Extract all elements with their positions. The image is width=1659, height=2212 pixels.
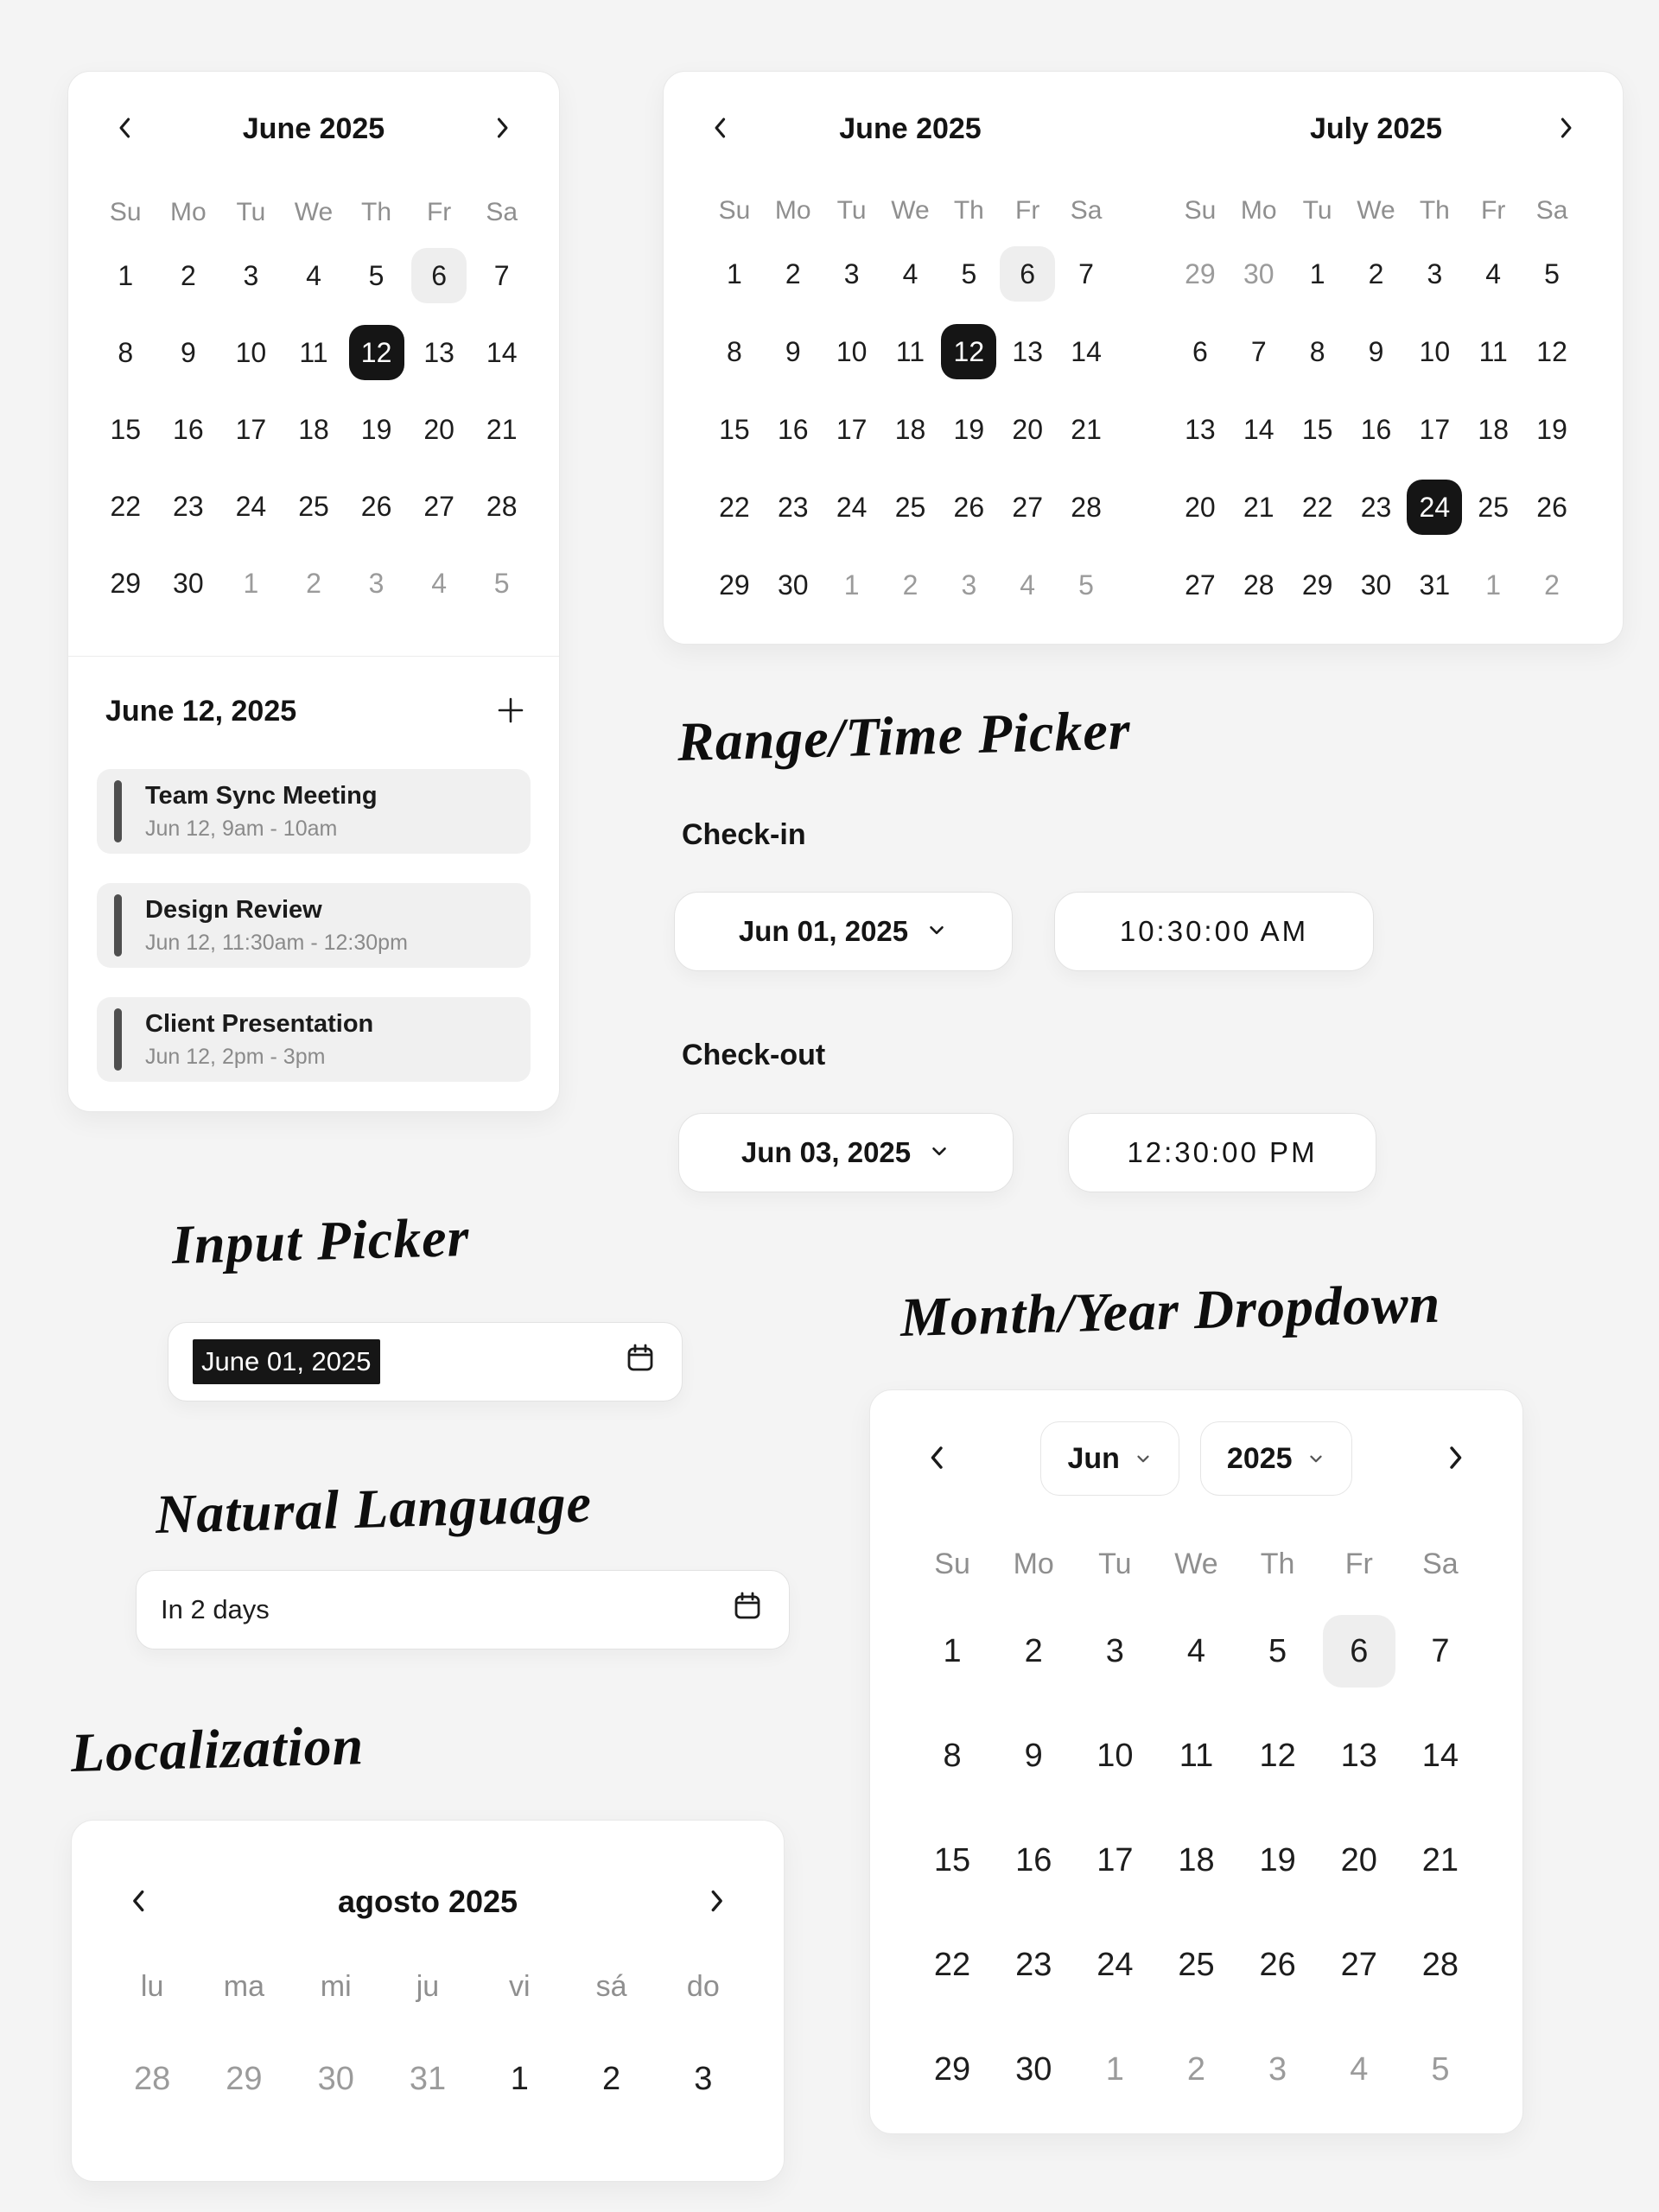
calendar-day[interactable]: 11	[1179, 1737, 1214, 1774]
calendar-day[interactable]: 22	[719, 491, 750, 523]
weekday-label: We	[891, 196, 930, 225]
calendar-day[interactable]: 28	[1421, 1946, 1459, 1983]
calendar-day[interactable]: 25	[1178, 1946, 1215, 1983]
calendar-day[interactable]: 3	[243, 259, 259, 291]
weekday-label: Tu	[1098, 1547, 1132, 1580]
weekday-label: Fr	[1344, 1547, 1373, 1580]
calendar-day[interactable]: 17	[1096, 1841, 1134, 1878]
weekday-label: Th	[361, 198, 392, 226]
calendar-day[interactable]: 13	[423, 336, 454, 368]
event-item[interactable]	[97, 769, 531, 854]
prev-month-button[interactable]	[918, 1440, 957, 1478]
calendar-day[interactable]: 12	[1259, 1737, 1296, 1774]
calendar-day[interactable]: 29	[110, 567, 142, 599]
calendar-day[interactable]: 2	[180, 259, 196, 291]
calendar-day[interactable]: 1	[243, 567, 259, 599]
calendar-title: June 2025	[242, 111, 385, 145]
weekday-label: Sa	[486, 198, 518, 226]
calendar-day[interactable]: 3	[1105, 1632, 1124, 1669]
dropdown-calendar-card	[869, 1389, 1523, 2134]
calendar-header	[1164, 110, 1588, 148]
calendar-day[interactable]: 28	[134, 2060, 171, 2097]
calendar-day[interactable]: 4	[431, 567, 448, 599]
weekday-label: sá	[595, 1969, 627, 2003]
calendar-day[interactable]: 19	[360, 413, 392, 445]
calendar-day[interactable]: 24	[1407, 480, 1462, 535]
weekday-label: Su	[934, 1547, 970, 1580]
calendar-day[interactable]: 24	[1096, 1946, 1134, 1983]
calendar-day[interactable]: 1	[843, 569, 860, 601]
calendar-day[interactable]: 21	[1243, 491, 1274, 523]
month-dropdown-value: Jun	[1067, 1441, 1120, 1475]
calendar-icon[interactable]	[730, 1589, 765, 1630]
weekday-label: Su	[109, 198, 142, 226]
calendar-day[interactable]: 8	[943, 1737, 962, 1774]
calendar-day[interactable]: 26	[1259, 1946, 1296, 1983]
calendar-day[interactable]: 16	[777, 413, 809, 445]
prev-month-button[interactable]	[702, 110, 740, 148]
weekday-label: vi	[509, 1969, 531, 2003]
calendar-day[interactable]: 4	[1350, 2050, 1369, 2088]
calendar-day[interactable]: 3	[1427, 257, 1443, 289]
calendar-day[interactable]: 27	[1185, 569, 1216, 601]
section-heading-range-time-picker: Range/Time Picker	[677, 699, 1132, 772]
calendar-day[interactable]: 28	[1243, 569, 1274, 601]
calendar-day[interactable]: 30	[317, 2060, 354, 2097]
calendar-day[interactable]: 12	[349, 325, 404, 380]
calendar-day[interactable]: 27	[1012, 491, 1043, 523]
weekday-label: Th	[953, 196, 984, 225]
weekday-label: Mo	[1013, 1547, 1054, 1580]
weekday-label: Su	[718, 196, 751, 225]
calendar-day[interactable]: 25	[894, 491, 926, 523]
calendar-day[interactable]: 29	[1301, 569, 1333, 601]
calendar-day[interactable]: 5	[1268, 1632, 1287, 1669]
calendar-day[interactable]: 23	[777, 491, 809, 523]
calendar-day[interactable]: 12	[941, 324, 996, 379]
calendar-header	[106, 110, 521, 148]
year-dropdown[interactable]	[1200, 1421, 1352, 1496]
calendar-day[interactable]: 2	[1544, 569, 1560, 601]
calendar-day[interactable]: 18	[1178, 1841, 1215, 1878]
calendar-day[interactable]: 12	[1536, 335, 1567, 367]
chevron-right-icon	[701, 1885, 732, 1919]
checkout-time-input[interactable]: 12:30:00 PM	[1068, 1113, 1376, 1192]
calendar-day[interactable]: 18	[298, 413, 329, 445]
calendar-day[interactable]: 31	[409, 2060, 447, 2097]
calendar-day[interactable]: 4	[306, 259, 321, 291]
calendar-day[interactable]: 2	[902, 569, 918, 601]
calendar-day[interactable]: 14	[1421, 1737, 1459, 1774]
events-panel	[68, 691, 559, 1082]
calendar-day[interactable]: 24	[235, 490, 267, 522]
weekday-label: Sa	[1535, 196, 1568, 225]
weekday-label: Fr	[1015, 196, 1040, 225]
weekday-label: ma	[223, 1969, 265, 2003]
calendar-day[interactable]: 16	[173, 413, 204, 445]
calendar-day[interactable]: 30	[1360, 569, 1392, 601]
calendar-day[interactable]: 10	[1096, 1737, 1134, 1774]
calendar-day[interactable]: 29	[719, 569, 750, 601]
calendar-day[interactable]: 8	[1309, 335, 1325, 367]
weekday-label: Sa	[1070, 196, 1103, 225]
month-dropdown[interactable]	[1040, 1421, 1179, 1496]
calendar-day[interactable]: 22	[933, 1946, 971, 1983]
calendar-day[interactable]: 26	[360, 490, 392, 522]
events-header	[97, 691, 531, 731]
calendar-title: June 2025	[839, 111, 982, 145]
calendar-day[interactable]: 29	[1185, 257, 1216, 289]
calendar-day[interactable]: 1	[1105, 2050, 1124, 2088]
calendar-day[interactable]: 2	[1368, 257, 1384, 289]
calendar-day[interactable]: 21	[486, 413, 518, 445]
calendar-day[interactable]: 16	[1360, 413, 1392, 445]
calendar-day[interactable]: 21	[1071, 413, 1102, 445]
calendar-day[interactable]: 22	[110, 490, 142, 522]
day-grid	[698, 246, 1122, 613]
calendar-header	[698, 110, 1122, 148]
weekday-label: Th	[1260, 1547, 1295, 1580]
chevron-down-icon	[1134, 1442, 1153, 1476]
calendar-day[interactable]: 10	[836, 335, 868, 367]
calendar-day[interactable]: 9	[1024, 1737, 1043, 1774]
chevron-right-icon	[487, 113, 517, 145]
calendar-day[interactable]: 20	[1185, 491, 1216, 523]
calendar-day[interactable]: 17	[235, 413, 267, 445]
weekday-label: We	[1174, 1547, 1218, 1580]
weekday-label: do	[686, 1969, 720, 2003]
calendar-day[interactable]: 1	[118, 259, 134, 291]
calendar-day[interactable]: 22	[1301, 491, 1333, 523]
calendar-day[interactable]: 7	[1078, 257, 1094, 289]
event-list	[97, 769, 531, 1082]
calendar-day[interactable]: 3	[1268, 2050, 1287, 2088]
calendar-day[interactable]: 30	[1015, 2050, 1052, 2088]
weekday-label: Tu	[1302, 196, 1332, 225]
next-month-button[interactable]	[1436, 1440, 1474, 1478]
weekday-label: Mo	[1240, 196, 1277, 225]
day-grid	[870, 1615, 1522, 2106]
divider	[68, 656, 559, 657]
calendar-day[interactable]: 5	[368, 259, 385, 291]
range-month-july	[1164, 72, 1588, 644]
calendar-day[interactable]: 10	[1419, 335, 1451, 367]
calendar-day[interactable]: 6	[1192, 335, 1208, 367]
weekday-label: Mo	[774, 196, 811, 225]
event-time: Jun 12, 9am - 10am	[145, 816, 338, 841]
calendar-day[interactable]: 17	[836, 413, 868, 445]
calendar-day[interactable]: 11	[895, 335, 925, 367]
checkin-date-dropdown[interactable]	[674, 892, 1013, 971]
event-title: Client Presentation	[145, 1009, 374, 1038]
section-heading-natural-language: Natural Language	[155, 1471, 593, 1545]
calendar-day[interactable]: 2	[785, 257, 801, 289]
calendar-day[interactable]: 23	[173, 490, 204, 522]
calendar-day[interactable]: 11	[1478, 335, 1508, 367]
calendar-day[interactable]: 2	[1186, 2050, 1206, 2088]
section-heading-input-picker: Input Picker	[171, 1205, 471, 1275]
date-input-value-selected: June 01, 2025	[193, 1339, 380, 1384]
calendar-day[interactable]: 20	[1012, 413, 1043, 445]
calendar-day[interactable]: 18	[894, 413, 926, 445]
calendar-day[interactable]: 4	[1485, 257, 1502, 289]
calendar-day[interactable]: 2	[601, 2060, 621, 2097]
event-color-bar	[114, 1008, 122, 1071]
section-heading-month-year-dropdown: Month/Year Dropdown	[899, 1272, 1442, 1348]
day-grid	[68, 248, 559, 611]
calendar-day[interactable]: 8	[118, 336, 134, 368]
calendar-day[interactable]: 17	[1419, 413, 1451, 445]
events-date-heading: June 12, 2025	[105, 694, 297, 728]
date-input[interactable]	[168, 1322, 683, 1402]
calendar-day[interactable]: 9	[1368, 335, 1384, 367]
calendar-day[interactable]: 28	[1071, 491, 1102, 523]
weekday-label: Tu	[236, 198, 266, 226]
calendar-day[interactable]: 3	[368, 567, 385, 599]
calendar-day[interactable]: 25	[1478, 491, 1509, 523]
calendar-day[interactable]: 7	[493, 259, 510, 291]
calendar-day[interactable]: 13	[1012, 335, 1043, 367]
weekday-row	[1164, 194, 1588, 228]
calendar-day[interactable]: 3	[961, 569, 977, 601]
calendar-header	[870, 1421, 1522, 1496]
checkin-label: Check-in	[682, 818, 806, 851]
calendar-day[interactable]: 24	[836, 491, 868, 523]
chevron-left-icon	[111, 113, 140, 145]
calendar-day[interactable]: 15	[1301, 413, 1333, 445]
event-title: Team Sync Meeting	[145, 781, 378, 810]
calendar-day[interactable]: 28	[486, 490, 518, 522]
calendar-day[interactable]: 1	[943, 1632, 962, 1669]
calendar-day[interactable]: 7	[1250, 335, 1267, 367]
chevron-left-icon	[706, 113, 735, 145]
calendar-day[interactable]: 9	[180, 336, 196, 368]
calendar-day[interactable]: 9	[785, 335, 801, 367]
checkin-date-value: Jun 01, 2025	[738, 915, 909, 947]
event-title: Design Review	[145, 895, 322, 924]
calendar-day[interactable]: 2	[306, 567, 321, 599]
calendar-day[interactable]: 27	[423, 490, 454, 522]
checkout-label: Check-out	[682, 1039, 826, 1071]
weekday-label: Tu	[836, 196, 867, 225]
calendar-day[interactable]: 16	[1015, 1841, 1052, 1878]
calendar-day[interactable]: 2	[1024, 1632, 1043, 1669]
weekday-label: Su	[1184, 196, 1217, 225]
event-time: Jun 12, 2pm - 3pm	[145, 1044, 326, 1069]
event-color-bar	[114, 894, 122, 957]
calendar-day[interactable]: 26	[953, 491, 985, 523]
calendar-day[interactable]: 20	[423, 413, 454, 445]
next-month-button[interactable]	[697, 1883, 735, 1921]
calendar-day[interactable]: 1	[727, 257, 742, 289]
calendar-day[interactable]: 19	[1536, 413, 1567, 445]
event-item[interactable]	[97, 997, 531, 1082]
calendar-day[interactable]: 7	[1431, 1632, 1450, 1669]
calendar-icon[interactable]	[623, 1341, 658, 1382]
weekday-label: mi	[320, 1969, 352, 2003]
calendar-day[interactable]: 6	[411, 248, 467, 303]
calendar-day[interactable]: 4	[902, 257, 918, 289]
weekday-label: We	[1357, 196, 1395, 225]
calendar-day[interactable]: 29	[933, 2050, 971, 2088]
calendar-day[interactable]: 4	[1020, 569, 1036, 601]
calendar-day[interactable]: 13	[1185, 413, 1216, 445]
calendar-day[interactable]: 27	[1340, 1946, 1377, 1983]
weekday-label: Th	[1419, 196, 1450, 225]
calendar-day[interactable]: 5	[1078, 569, 1094, 601]
calendar-day[interactable]: 6	[1323, 1615, 1395, 1688]
weekday-label: Fr	[1481, 196, 1506, 225]
calendar-day[interactable]: 5	[1431, 2050, 1450, 2088]
calendar-day[interactable]: 21	[1421, 1841, 1459, 1878]
chevron-right-icon	[1551, 113, 1580, 145]
calendar-day[interactable]: 15	[933, 1841, 971, 1878]
calendar-day[interactable]: 4	[1186, 1632, 1206, 1669]
calendar-day[interactable]: 14	[486, 336, 518, 368]
event-color-bar	[114, 780, 122, 842]
calendar-day[interactable]: 19	[953, 413, 985, 445]
checkout-date-dropdown[interactable]	[678, 1113, 1014, 1192]
chevron-left-icon	[124, 1885, 155, 1919]
calendar-day[interactable]: 11	[299, 336, 328, 368]
calendar-day[interactable]: 23	[1360, 491, 1392, 523]
prev-month-button[interactable]	[106, 110, 144, 148]
chevron-down-icon	[925, 915, 948, 948]
calendar-day[interactable]: 13	[1340, 1737, 1377, 1774]
calendar-day[interactable]: 3	[694, 2060, 713, 2097]
calendar-day[interactable]: 5	[493, 567, 510, 599]
calendar-day[interactable]: 14	[1243, 413, 1274, 445]
localized-calendar-card	[71, 1820, 785, 2182]
calendar-day[interactable]: 10	[235, 336, 267, 368]
weekday-label: Mo	[170, 198, 207, 226]
calendar-day[interactable]: 30	[173, 567, 204, 599]
day-grid	[1164, 246, 1588, 613]
add-event-button[interactable]	[491, 691, 531, 731]
calendar-day[interactable]: 6	[1000, 246, 1055, 302]
calendar-day[interactable]: 19	[1259, 1841, 1296, 1878]
calendar-day[interactable]: 1	[1309, 257, 1325, 289]
calendar-title: agosto 2025	[337, 1884, 518, 1919]
chevron-down-icon	[1306, 1442, 1325, 1476]
checkin-time-input[interactable]: 10:30:00 AM	[1054, 892, 1374, 971]
calendar-day[interactable]: 3	[843, 257, 860, 289]
calendar-day[interactable]: 18	[1478, 413, 1509, 445]
natural-language-value: In 2 days	[161, 1594, 270, 1624]
event-item[interactable]	[97, 883, 531, 968]
weekday-label: Fr	[426, 198, 452, 226]
weekday-label: ju	[416, 1969, 440, 2003]
weekday-row	[72, 1969, 784, 2004]
calendar-day[interactable]: 25	[298, 490, 329, 522]
calendar-day[interactable]: 1	[510, 2060, 529, 2097]
calendar-day[interactable]: 30	[777, 569, 809, 601]
calendar-day[interactable]: 23	[1015, 1946, 1052, 1983]
range-calendar-card	[663, 71, 1624, 645]
calendar-title: July 2025	[1309, 111, 1443, 145]
calendar-day[interactable]: 26	[1536, 491, 1567, 523]
calendar-day[interactable]: 15	[719, 413, 750, 445]
calendar-header	[120, 1883, 735, 1921]
calendar-day[interactable]: 30	[1243, 257, 1274, 289]
day-grid	[72, 2050, 784, 2107]
mini-calendar	[68, 110, 559, 611]
prev-month-button[interactable]	[120, 1883, 158, 1921]
calendar-day[interactable]: 1	[1485, 569, 1502, 601]
calendar-day[interactable]: 5	[961, 257, 977, 289]
calendar-day[interactable]: 20	[1340, 1841, 1377, 1878]
localized-calendar	[72, 1883, 784, 2107]
next-month-button[interactable]	[483, 110, 521, 148]
section-heading-localization: Localization	[70, 1714, 365, 1783]
next-month-button[interactable]	[1547, 110, 1585, 148]
dropdown-calendar	[870, 1421, 1522, 2106]
chevron-right-icon	[1439, 1441, 1471, 1477]
weekday-label: lu	[140, 1969, 164, 2003]
weekday-label: We	[294, 198, 334, 226]
calendar-day[interactable]: 14	[1071, 335, 1102, 367]
chevron-left-icon	[921, 1441, 954, 1477]
calendar-day[interactable]: 5	[1544, 257, 1560, 289]
natural-language-input[interactable]	[136, 1570, 790, 1649]
weekday-label: Sa	[1422, 1547, 1459, 1580]
calendar-day[interactable]: 29	[226, 2060, 263, 2097]
event-time: Jun 12, 11:30am - 12:30pm	[145, 930, 408, 955]
year-dropdown-value: 2025	[1226, 1441, 1293, 1475]
weekday-row	[698, 194, 1122, 228]
chevron-down-icon	[928, 1136, 950, 1169]
checkout-date-value: Jun 03, 2025	[741, 1136, 912, 1168]
calendar-day[interactable]: 31	[1419, 569, 1451, 601]
plus-icon	[493, 693, 528, 730]
calendar-day[interactable]: 15	[110, 413, 142, 445]
single-month-calendar-card	[67, 71, 560, 1112]
range-month-june	[698, 72, 1122, 644]
weekday-row	[68, 195, 559, 230]
calendar-day[interactable]: 8	[727, 335, 742, 367]
weekday-row	[870, 1547, 1522, 1581]
